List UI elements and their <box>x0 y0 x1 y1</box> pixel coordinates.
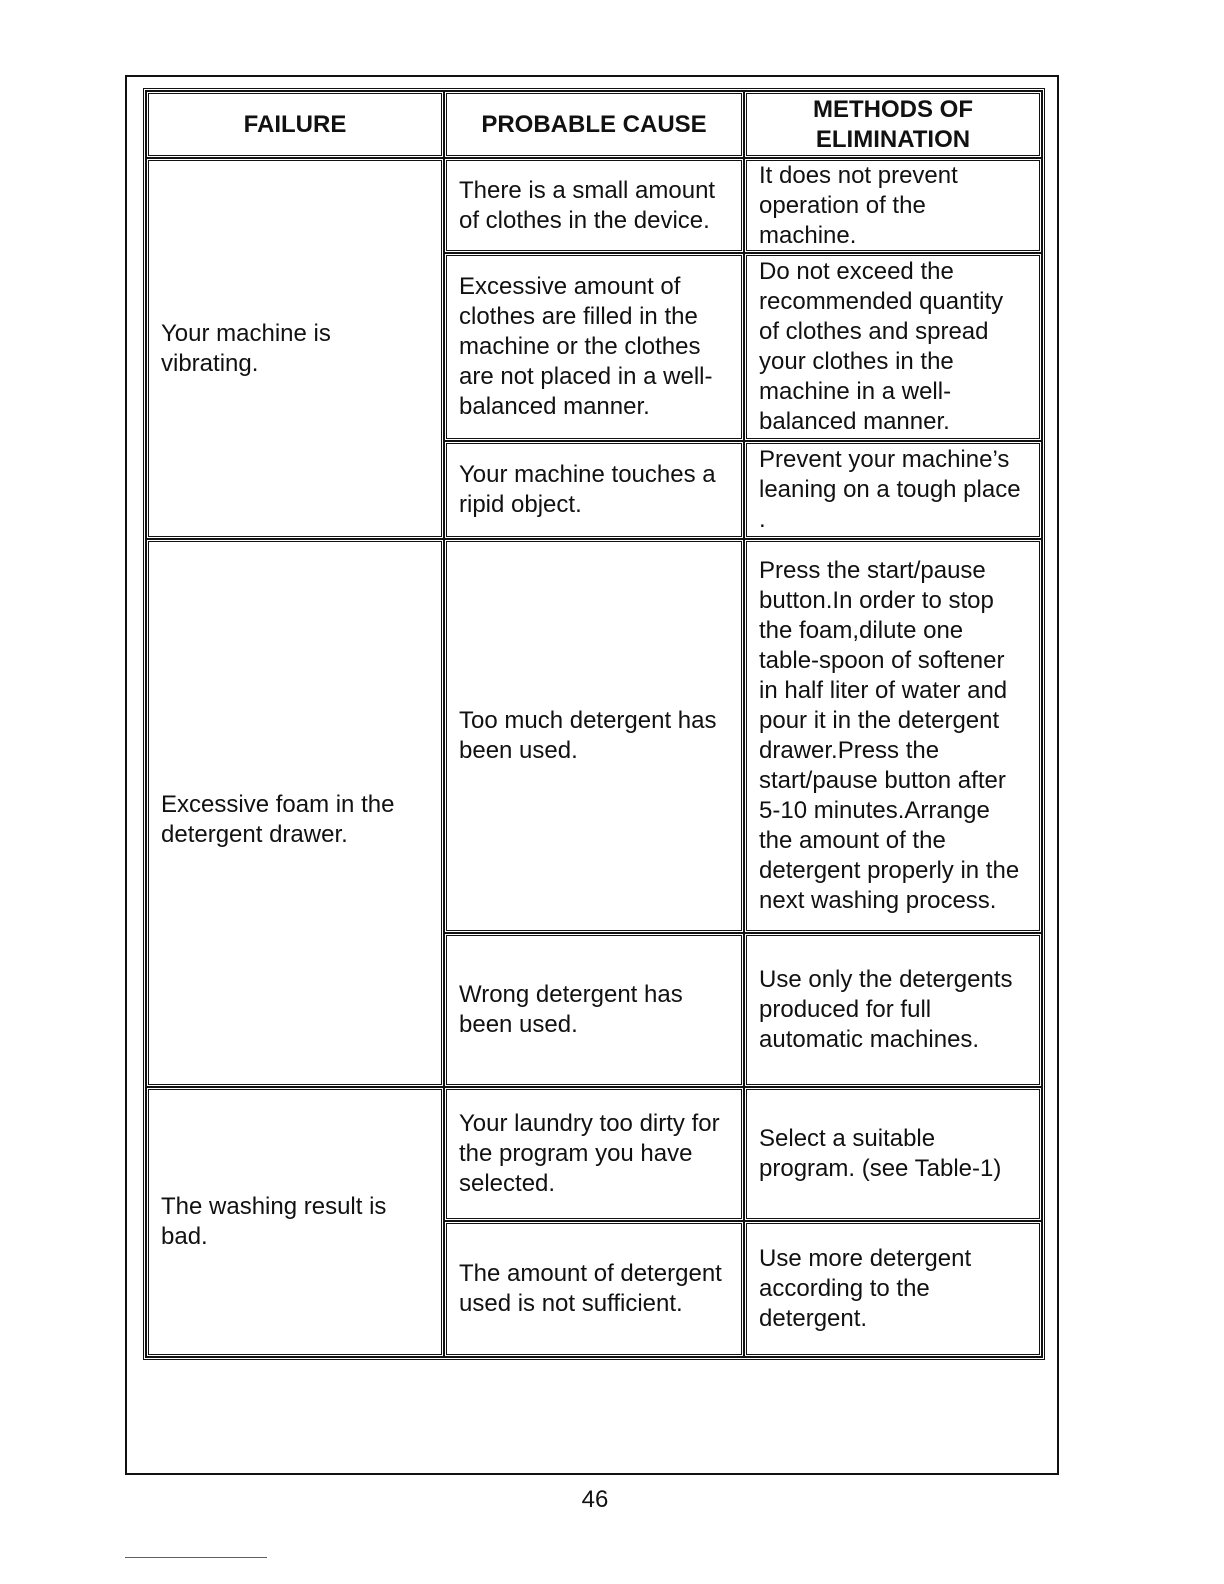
cause-text: The amount of detergent used is not sufficient. <box>459 1260 722 1317</box>
method-text: It does not prevent operation of the machine. <box>759 161 958 249</box>
header-methods-of-elimination: METHODS OF ELIMINATION <box>744 91 1042 158</box>
page-number: 46 <box>581 1486 609 1513</box>
header-failure: FAILURE <box>146 91 444 158</box>
method-cell <box>744 253 1042 441</box>
cause-cell <box>444 933 744 1087</box>
method-text: Use more detergent according to the detergent. <box>759 1245 972 1332</box>
method-text: Select a suitable program. (see Table-1) <box>759 1125 1002 1182</box>
failure-cell <box>146 539 444 1087</box>
method-text: Use only the detergents produced for full automatic machines. <box>759 966 1013 1053</box>
cause-text: Your laundry too dirty for the program you have selected. <box>459 1110 720 1197</box>
cause-cell <box>444 441 744 539</box>
cause-cell <box>444 539 744 933</box>
cause-cell <box>444 1087 744 1221</box>
cause-text: Excessive amount of clothes are filled in the machine or the clothes are not placed in a well-balanced manner. <box>459 273 713 420</box>
failure-text: The washing result is bad. <box>161 1193 387 1250</box>
cause-text: There is a small amount of clothes in the device. <box>459 176 716 234</box>
method-cell <box>744 539 1042 933</box>
cause-text: Too much detergent has been used. <box>459 707 717 764</box>
failure-text: Excessive foam in the detergent drawer. <box>161 791 395 848</box>
method-text: Do not exceed the recommended quantity of clothes and spread your clothes in the machine in a well-balanced manner. <box>759 258 1004 435</box>
cause-cell <box>444 1221 744 1357</box>
method-cell <box>744 1087 1042 1221</box>
method-cell <box>744 1221 1042 1357</box>
cause-text: Wrong detergent has been used. <box>459 981 683 1038</box>
cause-cell <box>444 253 744 441</box>
method-text: Press the start/pause button.In order to stop the foam,dilute one table-spoon of softener in half liter of water and pour it in the detergent drawer.Press the start/pause button after 5-10 minutes.Arrange the amount of the detergent properly in the next washing process. <box>759 557 1020 914</box>
cause-text: Your machine touches a ripid object. <box>459 461 716 518</box>
header-probable-cause: PROBABLE CAUSE <box>444 91 744 158</box>
footer-rule <box>125 1557 267 1558</box>
method-cell <box>744 441 1042 539</box>
failure-cell <box>146 1087 444 1357</box>
method-cell <box>744 933 1042 1087</box>
failure-cell <box>146 158 444 539</box>
method-text: Prevent your machine’s leaning on a tough place . <box>759 446 1021 533</box>
cause-cell <box>444 158 744 253</box>
method-cell <box>744 158 1042 253</box>
failure-text: Your machine is vibrating. <box>161 319 331 377</box>
